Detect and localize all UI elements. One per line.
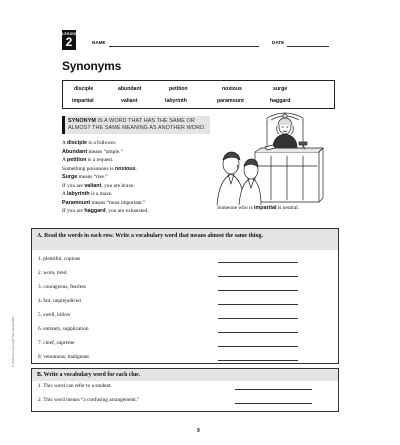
- synonym-definition: [62, 116, 210, 134]
- section-a-prompt: A. Read the words in each row. Write a vocabulary word that means almost the same thing.: [37, 233, 263, 239]
- word-bank-item: abundant: [118, 86, 142, 92]
- answer-line[interactable]: [218, 262, 298, 263]
- example-sentence: Surge means “rise.”: [62, 174, 108, 180]
- example-sentence: Abundant means “ample.”: [62, 148, 123, 155]
- exercise-a-item: 8. venomous, malignant: [38, 354, 89, 360]
- word-bank-item: paramount: [217, 98, 244, 104]
- answer-line[interactable]: [218, 346, 298, 347]
- word-bank-item: labyrinth: [165, 98, 187, 104]
- answer-line[interactable]: [218, 290, 298, 291]
- example-sentence: Something poisonous is noxious.: [62, 165, 137, 172]
- side-credit: © Perfection Learning® Not reproducible: [11, 316, 15, 367]
- answer-line[interactable]: [218, 276, 298, 277]
- word-bank-item: noxious: [222, 86, 242, 92]
- answer-line[interactable]: [218, 360, 298, 361]
- word-bank-item: haggard: [270, 98, 291, 104]
- lesson-badge: [62, 30, 76, 50]
- exercise-a-item: 7. chief, supreme: [38, 340, 75, 346]
- answer-line[interactable]: [235, 403, 312, 404]
- word-bank-item: surge: [273, 86, 288, 92]
- page-number: 9: [197, 428, 200, 434]
- name-label: NAME: [92, 40, 106, 45]
- exercise-a-item: 6. entreaty, supplication: [38, 326, 89, 332]
- exercise-a-item: 2. worn, tired: [38, 270, 67, 276]
- definition-text: IS A WORD THAT HAS THE SAME OR ALMOST THE SAME MEANING AS ANOTHER WORD.: [68, 117, 206, 131]
- word-bank-item: petition: [169, 86, 188, 92]
- word-bank-item: valiant: [121, 98, 138, 104]
- date-field[interactable]: [287, 46, 329, 47]
- judge-illustration: [215, 110, 327, 205]
- answer-line[interactable]: [218, 304, 298, 305]
- exercise-a-item: 3. courageous, fearless: [38, 284, 87, 290]
- word-bank: [62, 80, 335, 109]
- lesson-number: 2: [65, 34, 73, 49]
- example-sentence: If you are haggard, you are exhausted.: [62, 208, 149, 214]
- exercise-a-item: 4. fair, unprejudiced: [38, 298, 81, 304]
- exercise-section-b: [31, 368, 339, 412]
- exercise-section-a: [31, 228, 339, 364]
- date-label: DATE: [272, 40, 285, 45]
- page-title: Synonyms: [62, 59, 122, 73]
- word-bank-item: disciple: [74, 86, 94, 92]
- answer-line[interactable]: [218, 332, 298, 333]
- example-sentence: A disciple is a follower.: [62, 140, 117, 146]
- exercise-a-item: 5. swell, billow: [38, 312, 71, 318]
- answer-line[interactable]: [218, 318, 298, 319]
- definition-term: SYNONYM: [68, 117, 96, 124]
- exercise-b-item: 2. This word means “a confusing arrangement.”: [38, 397, 140, 403]
- exercise-b-item: 1. This word can refer to a student.: [38, 383, 112, 389]
- lesson-label: LESSON: [62, 31, 78, 36]
- name-field[interactable]: [109, 46, 259, 47]
- example-sentence: Paramount means “most important.”: [62, 199, 146, 206]
- name-date-row: [92, 40, 329, 48]
- exercise-a-item: 1. plentiful, copious: [38, 256, 81, 262]
- example-sentence: A labyrinth is a maze.: [62, 191, 113, 197]
- example-sentence: A petition is a request.: [62, 157, 114, 163]
- answer-line[interactable]: [235, 389, 312, 390]
- example-sentence: If you are valiant, you are brave.: [62, 182, 135, 189]
- word-bank-item: impartial: [72, 98, 94, 104]
- section-b-prompt: B. Write a vocabulary word for each clue.: [37, 372, 141, 378]
- illustration-caption: Someone who is impartial is neutral.: [217, 205, 300, 211]
